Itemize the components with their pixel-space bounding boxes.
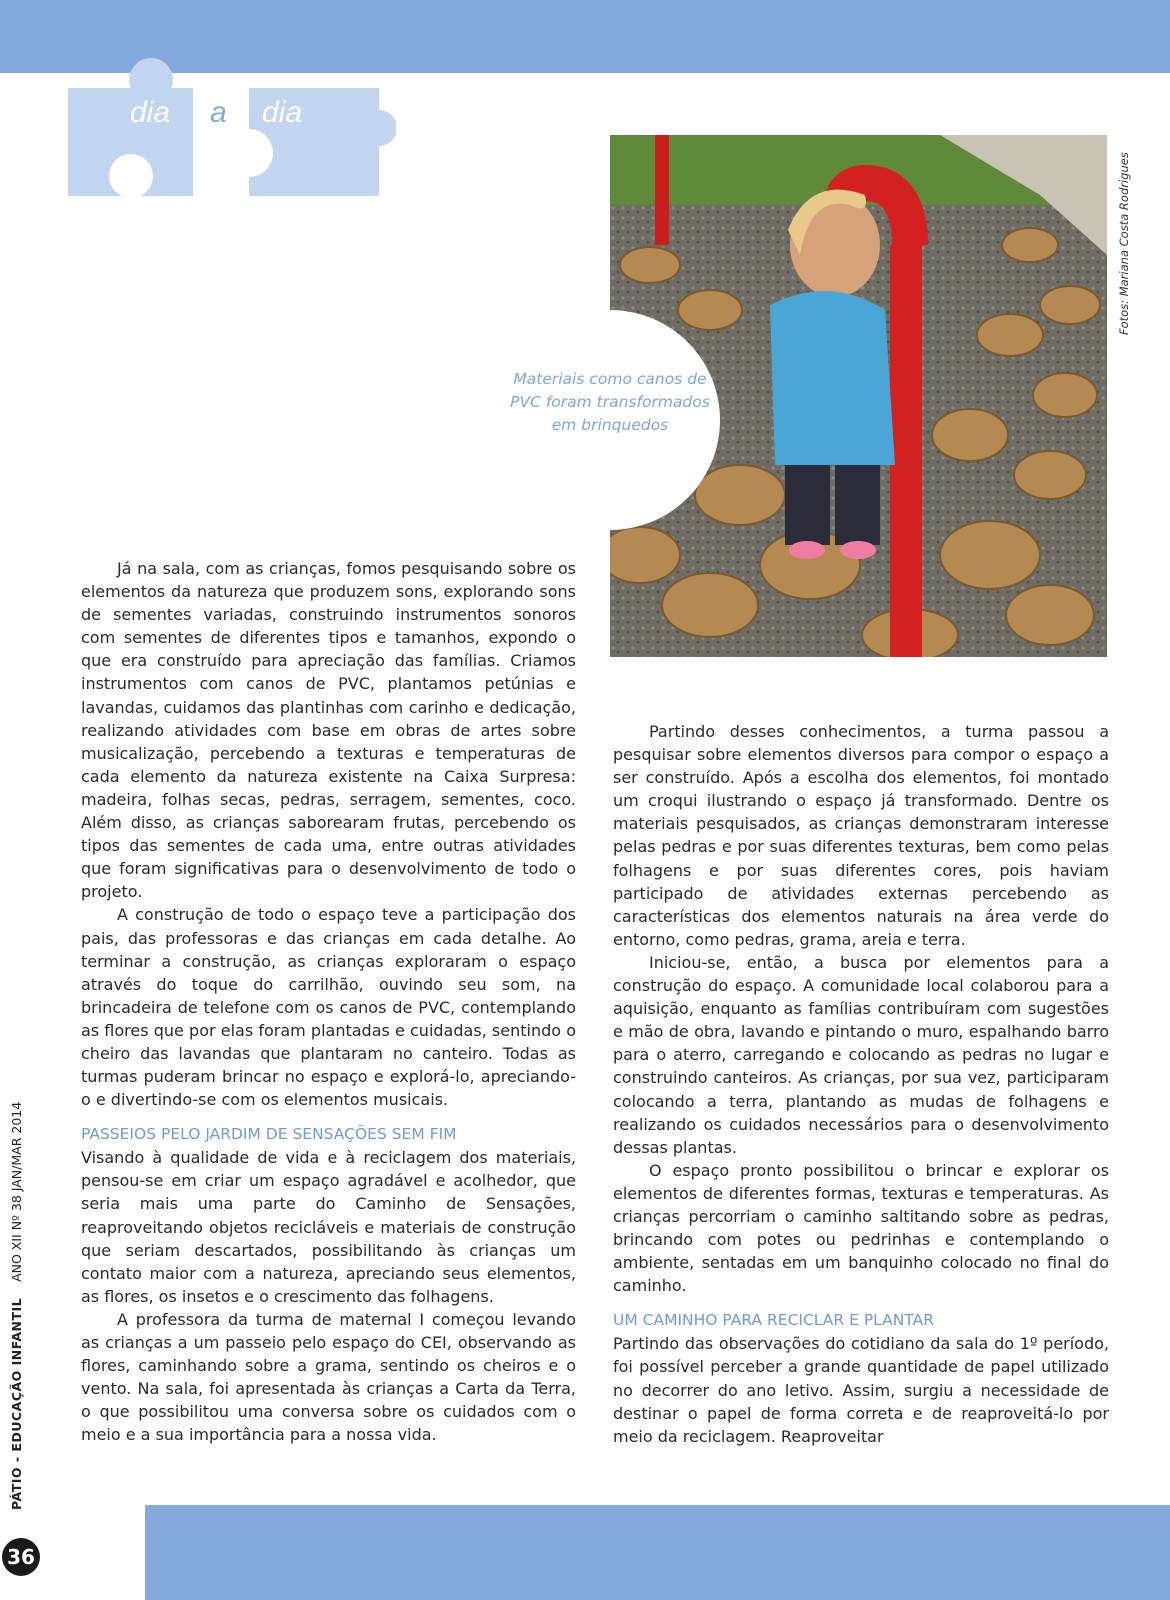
section-logo — [66, 58, 396, 208]
page-number: 36 — [2, 1538, 40, 1576]
bottom-color-band — [145, 1505, 1170, 1600]
section-heading: UM CAMINHO PARA RECICLAR E PLANTAR — [613, 1311, 934, 1330]
paragraph: Visando à qualidade de vida e à reciclagem dos materiais, pensou-se em criar um espaço agradável e acolhedor, que seria mais uma parte do Caminho de Sensações, reaproveitando objetos recicláveis e materiais de construção que seriam descartados, possibilitando às crianças um contato maior com a natureza, apreciando seus elementos, as flores, os insetos e o crescimento das folhagens. — [81, 1148, 576, 1306]
section-word-1: dia — [130, 96, 171, 129]
photo-caption: Materiais como canos de PVC foram transformados em brinquedos — [510, 370, 710, 434]
magazine-name: PÁTIO - EDUCAÇÃO INFANTIL — [9, 1297, 24, 1510]
right-column — [613, 720, 1109, 1448]
paragraph: Já na sala, com as crianças, fomos pesquisando sobre os elementos da natureza que produzem sons, explorando sons de sementes variadas, construindo instrumentos sonoros com sementes de diferentes tipos e tamanhos, expondo o que era construído para apreciação das famílias. Criamos instrumentos com canos de PVC, plantamos petúnias e lavandas, cuidamos das plantinhas com carinho e dedicação, realizando atividades com base em obras de artes sobre musicalização, percebendo a texturas e temperaturas de cada elemento da natureza existente na Caixa Surpresa: madeira, folhas secas, pedras, serragem, sementes, coco. Além disso, as crianças saborearam frutas, percebendo os tipos das sementes de cada uma, entre outras atividades que foram significativas para o desenvolvimento de todo o projeto. — [81, 559, 576, 902]
paragraph: Partindo das observações do cotidiano da sala do 1º período, foi possível perceber a grande quantidade de papel utilizado no decorrer do ano letivo. Assim, surgiu a necessidade de destinar o papel de forma correta e de reaproveitá-lo por meio da reciclagem. Reaproveitar — [613, 1334, 1109, 1446]
paragraph: O espaço pronto possibilitou o brincar e explorar os elementos de diferentes formas, texturas e temperaturas. As crianças percorriam o caminho saltitando sobre as pedras, brincando com potes ou pedrinhas e contemplando o ambiente, sentadas em um banquinho colocado no final do caminho. — [613, 1160, 1109, 1296]
paragraph: Iniciou-se, então, a busca por elementos para a construção do espaço. A comunidade local colaborou para a aquisição, enquanto as famílias contribuíram com sugestões e mão de obra, lavando e pintando o muro, espalhando barro para o aterro, carregando e colocando as pedras no lugar e construindo canteiros. As crianças, por sua vez, participaram colocando a terra, plantando as mudas de folhagens e realizando os cuidados necessários para o desenvolvimento dessas plantas. — [613, 952, 1109, 1157]
puzzle-piece-right-icon — [225, 88, 396, 196]
spine-text — [5, 990, 29, 1510]
photo-credit: Fotos: Mariana Costa Rodrigues — [1117, 152, 1131, 335]
issue-info: ANO XII Nº 38 JAN/MAR 2014 — [9, 1101, 24, 1282]
paragraph: A professora da turma de maternal I começou levando as crianças a um passeio pelo espaço do CEI, observando as flores, caminhando sobre a grama, sentindo os cheiros e o vento. Na sala, foi apresentada às crianças a Carta da Terra, o que possibilitou uma conversa sobre os cuidados com o meio e a sua importância para a nossa vida. — [81, 1309, 576, 1445]
paragraph: A construção de todo o espaço teve a participação dos pais, das professoras e das crianças em cada detalhe. Ao terminar a construção, as crianças exploraram o espaço através do toque do carrilhão, ouvindo seu som, na brincadeira de telefone com os canos de PVC, contemplando as flores que por elas foram plantadas e cuidadas, sentindo o cheiro das lavandas que plantaram no canteiro. Todas as turmas puderam brincar no espaço e explorá-lo, apreciando-o e divertindo-se com os elementos musicais. — [81, 905, 576, 1110]
section-heading: PASSEIOS PELO JARDIM DE SENSAÇÕES SEM FIM — [81, 1125, 457, 1144]
section-word-2: dia — [262, 96, 303, 129]
left-column — [81, 557, 576, 1446]
section-connector: a — [210, 96, 227, 129]
paragraph: Partindo desses conhecimentos, a turma passou a pesquisar sobre elementos diversos para compor o espaço a ser construído. Após a escolha dos elementos, foi montado um croqui ilustrando o espaço já transformado. Dentre os materiais pesquisados, as crianças demonstraram interesse pelas pedras e por suas diferentes texturas, bem como pelas folhagens e por suas diferentes cores, pois haviam participado de atividades externas percebendo as características dos elementos naturais na área verde do entorno, como pedras, grama, areia e terra. — [613, 722, 1109, 949]
